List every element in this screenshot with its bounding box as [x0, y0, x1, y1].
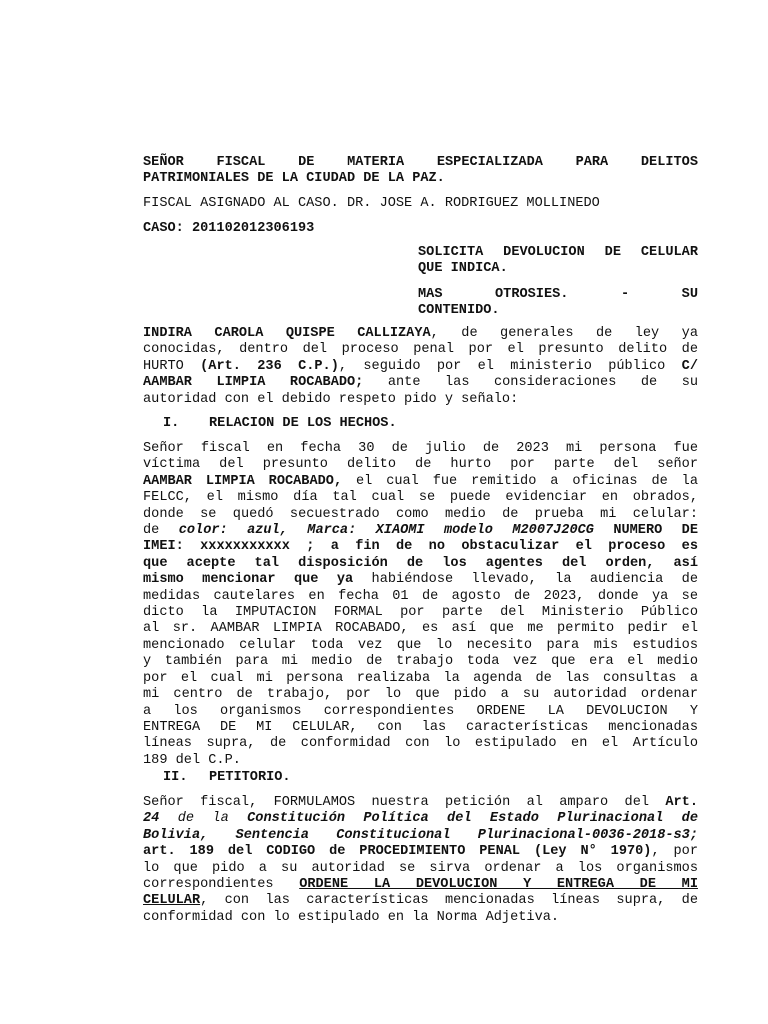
section-title: PETITORIO.: [209, 770, 291, 785]
petition-text: de la: [159, 811, 248, 827]
otrosies-summary: [418, 287, 698, 320]
petition-line: [143, 811, 698, 827]
facts-line: [143, 474, 698, 490]
petition-text: Señor fiscal, FORMULAMOS nuestra petición al amparo del: [143, 795, 666, 810]
petition-line: lo que pido a su autoridad se sirva ordenar a los organismos: [143, 860, 698, 876]
accused-name: AAMBAR LIMPIA ROCABADO,: [143, 473, 343, 489]
otrosies-line-2: CONTENIDO.: [418, 303, 500, 319]
facts-line: mencionado celular toda vez que lo necesito para mis estudios: [143, 637, 698, 653]
assigned-prosecutor: [143, 196, 698, 212]
facts-line: y también para mi medio de trabajo toda vez que era el medio: [143, 654, 698, 670]
facts-text: de: [143, 523, 179, 539]
section-heading-facts: [163, 416, 463, 432]
against-marker: C/: [681, 358, 698, 374]
code-reference: art. 189 del CODIGO de PROCEDIMIENTO PENAL (Ley N° 1970): [143, 844, 652, 860]
petition-paragraph: [143, 795, 698, 926]
order-request: ORDENE LA DEVOLUCION Y ENTREGA DE MI: [299, 877, 698, 893]
petition-line: [143, 877, 698, 893]
facts-line: líneas supra, de conformidad con lo estipulado en el Artículo: [143, 736, 698, 752]
facts-line: [143, 572, 698, 588]
petition-line: [143, 893, 698, 909]
section-number: I.: [163, 416, 180, 431]
phone-description: color: azul, Marca: XIAOMI modelo M2007J20CG: [178, 523, 594, 539]
intro-text: , de generales de ley ya: [430, 326, 698, 341]
request-line-1: SOLICITA DEVOLUCION DE CELULAR: [418, 245, 698, 260]
facts-paragraph: [143, 441, 698, 769]
petition-text: correspondientes: [143, 877, 300, 893]
sentence-reference: Bolivia, Sentencia Constitucional Plurinacional-0036-2018-s3;: [143, 827, 698, 843]
accused-name: AAMBAR LIMPIA ROCABADO;: [143, 375, 364, 391]
facts-line: Señor fiscal en fecha 30 de julio de 2023 mi persona fue: [143, 441, 698, 456]
case-number: [143, 221, 698, 237]
facts-line: IMEI: xxxxxxxxxxx ; a fin de no obstaculizar el proceso es: [143, 539, 698, 555]
imei-label: NUMERO DE: [593, 523, 698, 539]
facts-line: a los organismos correspondientes ORDENE LA DEVOLUCION Y: [143, 703, 698, 719]
section-heading-facts-line: [163, 416, 463, 432]
intro-line-2: conocidas, dentro del proceso penal por el presunto delito de: [143, 342, 698, 358]
facts-text: el cual fue remitido a oficinas de la: [342, 473, 698, 489]
facts-line: al sr. AAMBAR LIMPIA ROCABADO, es así que me permito pedir el: [143, 621, 698, 637]
request-summary: [418, 245, 698, 278]
order-request: CELULAR: [143, 893, 201, 909]
article-reference: (Art. 236 C.P.): [200, 358, 339, 374]
facts-bold-text: mismo mencionar que ya: [143, 572, 354, 588]
facts-line: mi centro de trabajo, por lo que pido a su autoridad ordenar: [143, 687, 698, 703]
constitution-reference: Constitución Política del Estado Plurinacional de: [247, 811, 698, 827]
petitioner-name: INDIRA CAROLA QUISPE CALLIZAYA: [143, 326, 431, 341]
intro-line-1: [143, 326, 698, 342]
article-number: 24: [143, 811, 160, 827]
addressee-line-2: PATRIMONIALES DE LA CIUDAD DE LA PAZ.: [143, 171, 445, 187]
facts-line: FELCC, el mismo día tal cual se puede evidenciar en obrados,: [143, 490, 698, 506]
petition-line: [143, 795, 698, 811]
article-reference: Art.: [665, 795, 698, 810]
facts-line: dicto la IMPUTACION FORMAL por parte del Ministerio Público: [143, 605, 698, 621]
section-heading-petition-line: [163, 770, 463, 786]
petition-line: [143, 844, 698, 860]
facts-line: 189 del C.P.: [143, 752, 241, 768]
facts-line: víctima del presunto delito de hurto por parte del señor: [143, 457, 698, 473]
section-number: II.: [163, 770, 188, 785]
petition-text: , por: [651, 844, 698, 860]
intro-line-3: [143, 359, 698, 375]
facts-text: habiéndose llevado, la audiencia de: [353, 572, 698, 588]
otrosies-line-1: MAS OTROSIES. - SU: [418, 287, 698, 302]
petition-text: , con las características mencionadas líneas supra, de: [200, 893, 698, 909]
facts-line: [143, 523, 698, 539]
section-heading-petition: [163, 770, 463, 786]
intro-line-5: autoridad con el debido respeto pido y señalo:: [143, 391, 519, 407]
facts-line: ENTREGA DE MI CELULAR, con las características mencionadas: [143, 719, 698, 735]
case-number-text: CASO: 201102012306193: [143, 221, 315, 236]
intro-text: , seguido por el ministerio público: [338, 358, 682, 374]
addressee-line-1: SEÑOR FISCAL DE MATERIA ESPECIALIZADA PARA DELITOS: [143, 155, 698, 170]
petition-line: [143, 828, 698, 844]
facts-line: medidas cautelares en fecha 01 de agosto de 2023, donde ya se: [143, 588, 698, 604]
intro-text: HURTO: [143, 358, 201, 374]
section-title: RELACION DE LOS HECHOS.: [209, 416, 397, 431]
request-line-2: QUE INDICA.: [418, 261, 508, 277]
facts-line: que acepte tal disposición de los agentes del orden, así: [143, 555, 698, 571]
assigned-prosecutor-text: FISCAL ASIGNADO AL CASO. DR. JOSE A. RODRIGUEZ MOLLINEDO: [143, 196, 600, 211]
facts-line: donde se quedó secuestrado como medio de prueba mi celular:: [143, 506, 698, 522]
addressee-block: [143, 155, 698, 188]
intro-line-4: [143, 375, 698, 391]
facts-line: por el cual mi persona realizaba la agenda de las consultas a: [143, 670, 698, 686]
petition-line: conformidad con lo estipulado en la Norma Adjetiva.: [143, 909, 560, 925]
intro-text: ante las consideraciones de su: [363, 375, 699, 391]
intro-paragraph: [143, 326, 698, 408]
